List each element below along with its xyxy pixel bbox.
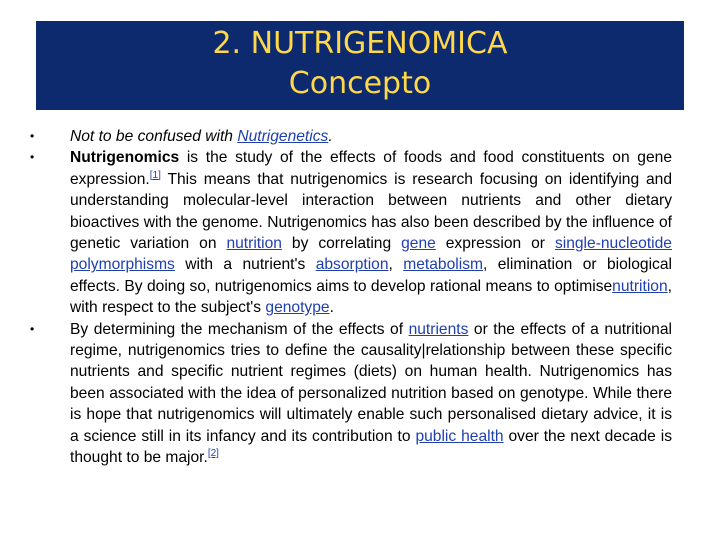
term-nutrigenomics: Nutrigenomics [70,149,180,167]
bullet-item-3 [30,319,672,469]
bullet-item-2 [30,147,672,318]
link-gene[interactable]: gene [401,235,436,253]
bullet-item-1 [30,126,672,147]
title-line-1: 2. NUTRIGENOMICA [212,26,508,61]
bullet-2-text-8: , with respect to the subject's [70,277,672,317]
title-line-2: Concepto [288,66,432,101]
link-nutrigenetics[interactable]: Nutrigenetics [237,128,329,145]
bullet-2-text-6: , [388,256,404,274]
link-nutrients[interactable]: nutrients [408,320,469,338]
link-absorption[interactable]: absorption [315,256,389,274]
bullet-2-text-5: with a nutrient's [174,256,316,274]
link-nutrition[interactable]: nutrition [226,235,282,253]
reference-1-link[interactable]: [1] [149,169,161,181]
slide-title [36,21,684,110]
bullet-2-text-7: , elimination or biological effects. By doing so, nutrigenomics aims to develop rational means to optimise [70,256,672,295]
bullet-1-end: . [328,128,333,145]
link-nutrition-2[interactable]: nutrition [612,277,668,295]
reference-2-link[interactable]: [2] [207,448,219,460]
bullet-2-text-4: expression or [435,235,555,253]
bullet-2-text-3: by correlating [281,235,402,253]
bullet-marker: • [30,321,35,336]
bullet-marker: • [30,150,35,165]
bullet-3-text-2: or the effects of a nutritional regime, nutrigenomics tries to define the causality|relationship between these specific nutrients and specific nutrient regimes (diets) on human health. Nutrigenomics has been associated with the idea of personalized nutrition based on genotype. While there is hope that nutrigenomics will ultimately enable such personalised dietary advice, it is a science still in its infancy and its contribution to [70,320,672,445]
bullet-3-text-3: over the next decade is thought to be major. [70,427,673,467]
link-public-health[interactable]: public health [415,427,504,445]
bullet-1-text: Not to be confused with [70,128,238,145]
bullet-marker: • [30,129,35,143]
bullet-3-text-1: By determining the mechanism of the effects of [70,320,409,338]
link-metabolism[interactable]: metabolism [403,256,483,274]
bullet-2-text-9: . [329,299,334,317]
link-single-nucleotide-polymorphisms[interactable]: single-nucleotide polymorphisms [70,235,672,274]
link-genotype[interactable]: genotype [265,299,330,317]
bullet-list [30,126,672,469]
bullet-2-text-1: is the study of the effects of foods and food constituents on gene expression. [70,149,672,188]
bullet-2-text-2: This means that nutrigenomics is research focusing on identifying and understanding molecular-level interaction between nutrients and other dietary bioactives with the genome. Nutrigenomics has also been described by the influence of genetic variation on [70,170,672,253]
